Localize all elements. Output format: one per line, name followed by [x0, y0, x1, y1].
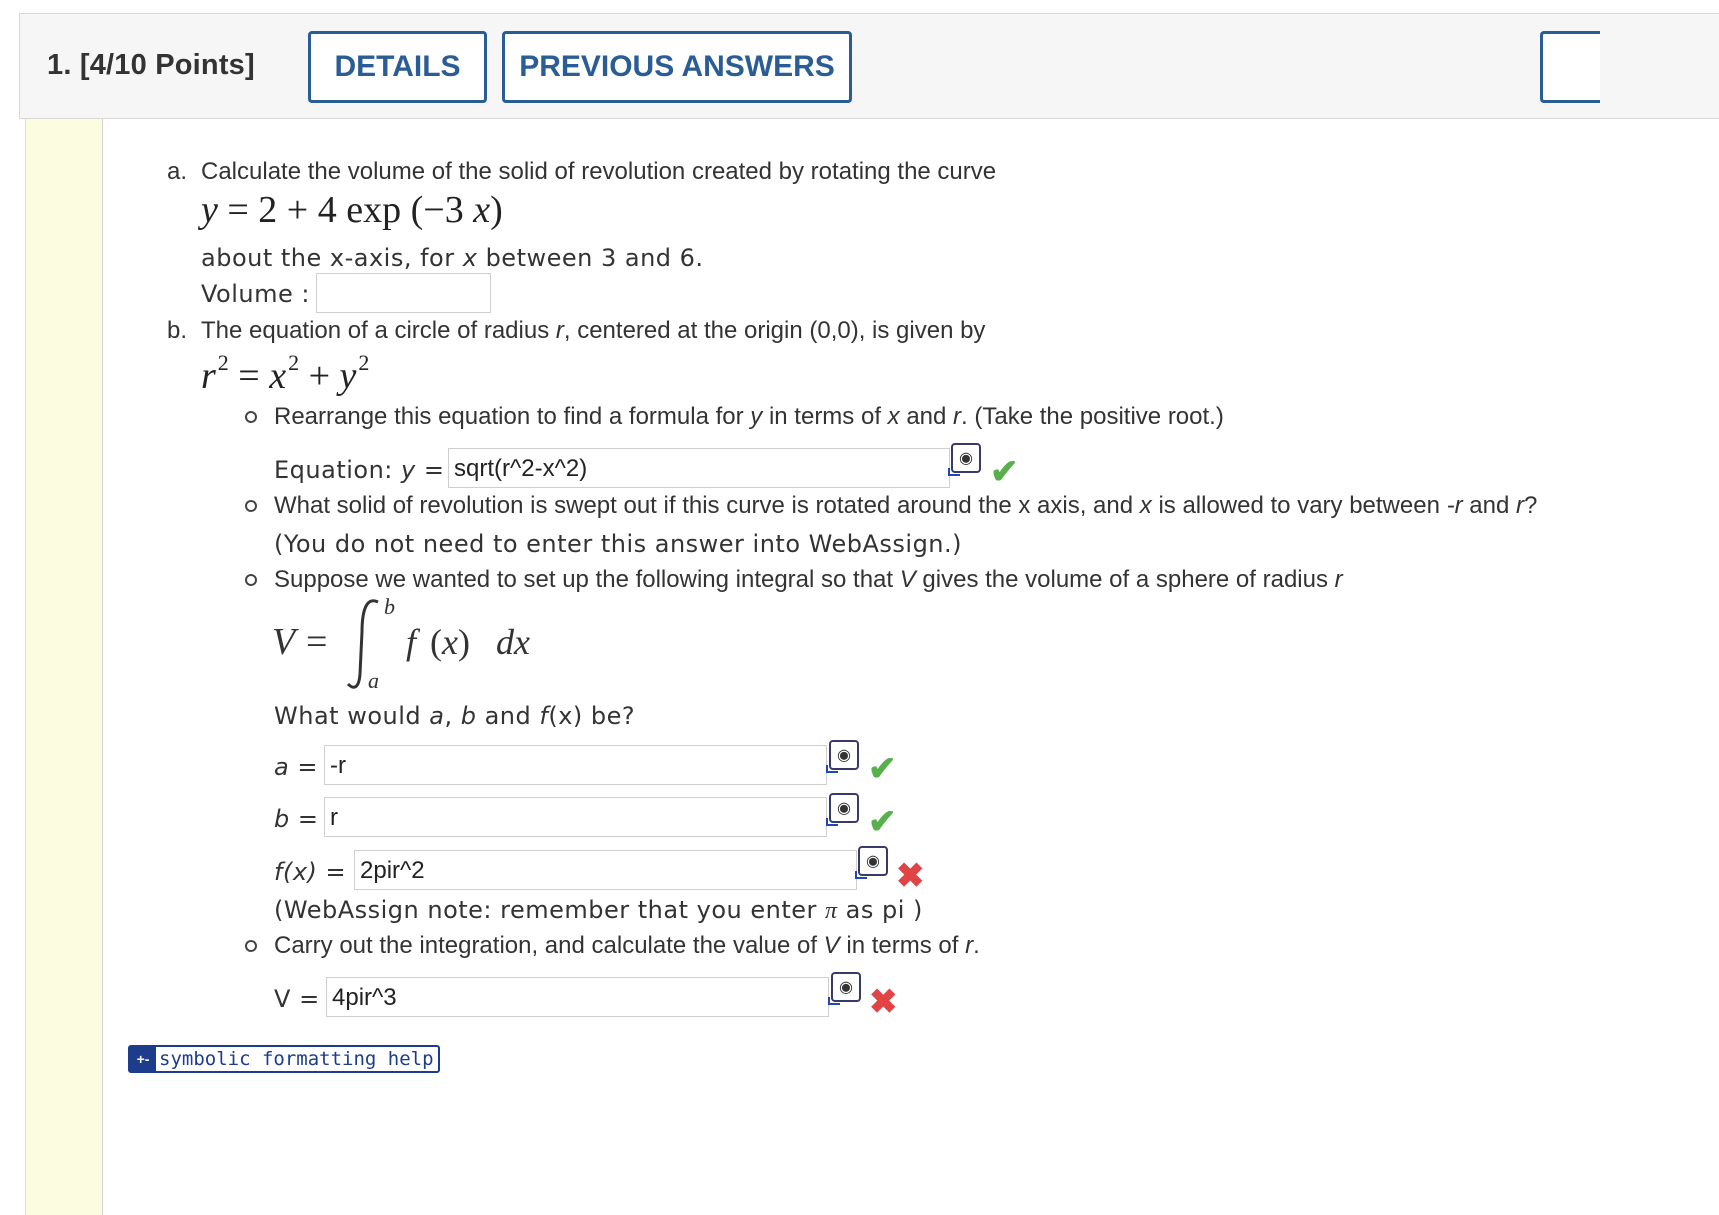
preview-eye-icon[interactable]: ◉	[831, 972, 861, 1002]
b-input[interactable]: r	[324, 797, 827, 837]
webassign-note: (WebAssign note: remember that you enter π as pi )	[274, 896, 923, 924]
left-gutter	[25, 119, 103, 1215]
equation-y-input[interactable]: sqrt(r^2-x^2)	[448, 448, 950, 488]
equation-label: Equation: y =	[274, 456, 445, 484]
plus-minus-icon: +-	[130, 1047, 156, 1071]
bullet	[245, 411, 257, 423]
a-label: a =	[274, 753, 318, 781]
preview-eye-icon[interactable]: ◉	[858, 846, 888, 876]
svg-text:b: b	[384, 594, 395, 619]
circle-equation: $r^2 = x^2 + y^2$	[201, 350, 370, 397]
a-input[interactable]: -r	[324, 745, 827, 785]
incorrect-cross-icon: ✖	[896, 857, 925, 895]
details-button[interactable]: DETAILS	[308, 31, 487, 103]
svg-text:dx: dx	[496, 622, 530, 662]
fx-label: f(x) =	[274, 858, 347, 886]
svg-text:f: f	[406, 622, 417, 662]
bullet	[245, 574, 257, 586]
partial-button[interactable]	[1540, 31, 1600, 103]
item2-text: What solid of revolution is swept out if this curve is rotated around the x axis, and x is allowed to vary between -r and r?	[274, 492, 1538, 519]
svg-text:=: =	[306, 621, 328, 663]
part-a-about: about the x-axis, for x between 3 and 6.	[201, 244, 704, 272]
svg-text:V: V	[272, 621, 296, 663]
part-a-intro: Calculate the volume of the solid of revolution created by rotating the curve	[201, 158, 997, 185]
help-label: symbolic formatting help	[159, 1048, 434, 1070]
item3-question: What would a, b and f(x) be?	[274, 702, 636, 730]
question-header	[19, 13, 1719, 119]
volume-label: Volume :	[201, 280, 310, 308]
part-b-marker: b.	[167, 317, 188, 344]
fx-input[interactable]: 2pir^2	[354, 850, 857, 890]
item4-text: Carry out the integration, and calculate the value of V in terms of r.	[274, 932, 980, 959]
part-b-intro: The equation of a circle of radius r, centered at the origin (0,0), is given by	[201, 317, 986, 344]
v-input[interactable]: 4pir^3	[326, 977, 829, 1017]
correct-check-icon: ✔	[868, 750, 897, 788]
volume-input[interactable]	[316, 273, 491, 313]
b-label: b =	[274, 805, 319, 833]
symbolic-formatting-help-button[interactable]	[128, 1045, 440, 1073]
svg-text:(x): (x)	[430, 622, 470, 662]
part-a-marker: a.	[167, 158, 188, 185]
preview-eye-icon[interactable]: ◉	[829, 793, 859, 823]
bullet	[245, 500, 257, 512]
integral-formula	[270, 592, 570, 694]
preview-eye-icon[interactable]: ◉	[829, 740, 859, 770]
previous-answers-button[interactable]: PREVIOUS ANSWERS	[502, 31, 852, 103]
preview-eye-icon[interactable]: ◉	[951, 443, 981, 473]
item1-text: Rearrange this equation to find a formula for y in terms of x and r. (Take the positive root.)	[274, 403, 1224, 430]
question-title: 1. [4/10 Points]	[47, 49, 255, 81]
bullet	[245, 940, 257, 952]
curve-equation: y = 2 + 4 exp (−3 x)	[201, 189, 503, 231]
item2-note: (You do not need to enter this answer into WebAssign.)	[274, 530, 963, 558]
v-label: V =	[274, 985, 320, 1013]
incorrect-cross-icon: ✖	[869, 983, 898, 1021]
correct-check-icon: ✔	[990, 453, 1019, 491]
item3-text: Suppose we wanted to set up the following integral so that V gives the volume of a sphere of radius r	[274, 566, 1343, 593]
correct-check-icon: ✔	[868, 803, 897, 841]
svg-text:a: a	[368, 668, 379, 693]
